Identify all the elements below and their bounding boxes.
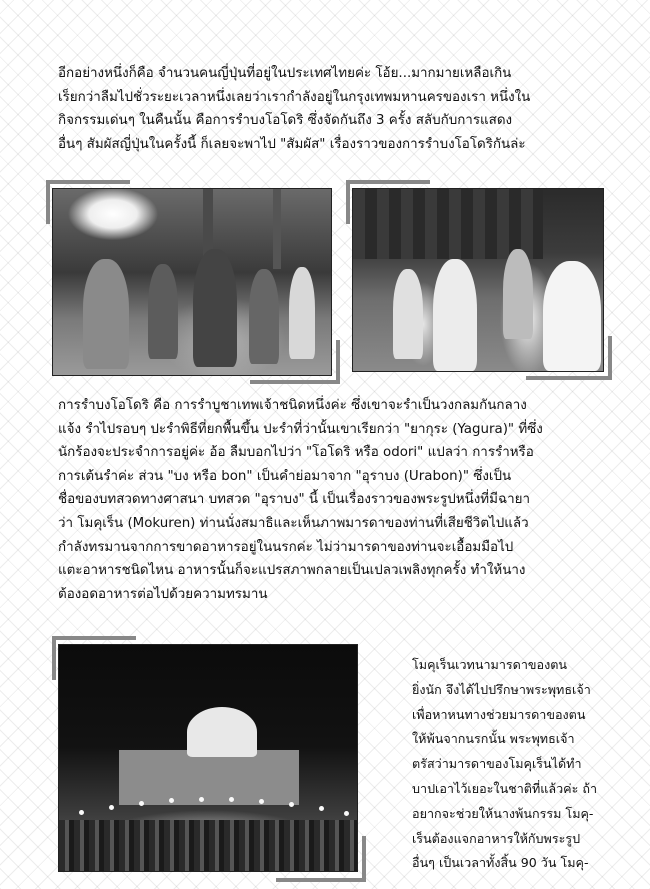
lantern	[199, 797, 204, 802]
temple-dome	[187, 707, 257, 757]
lantern	[344, 811, 349, 816]
dancer-figure	[148, 264, 178, 359]
text-line: บาปเอาไว้เยอะในชาติที่แล้วค่ะ ถ้า	[412, 780, 598, 796]
text-line: เพื่อหาหนทางช่วยมารดาของตน	[412, 706, 586, 722]
mokuren-paragraph	[412, 653, 598, 876]
dancer-figure	[433, 259, 477, 371]
text-line: แจ้ง รำไปรอบๆ ปะรำพิธีที่ยกพื้นขึ้น ปะรำที่ว่านั้นเขาเรียกว่า "ยากุระ (Yagura)" ที่ซึ่ง	[58, 421, 543, 437]
text-line: กิจกรรมเด่นๆ ในคืนนั้น คือการรำบงโอโดริ ซึ่งจัดกันถึง 3 ครั้ง สลับกับการแสดง	[58, 113, 513, 129]
lantern	[109, 805, 114, 810]
text-line: อื่นๆ เป็นเวลาทั้งสิ้น 90 วัน โมคุ-	[412, 855, 589, 871]
intro-paragraph	[58, 62, 598, 156]
text-line: ยิ่งนัก จึงได้ไปปรึกษาพระพุทธเจ้า	[412, 681, 591, 697]
dancer-figure	[83, 259, 129, 369]
text-line: ชื่อของบทสวดทางศาสนา บทสวด "อุราบง" นี้ เป็นเรื่องราวของพระรูปหนึ่งที่มีฉายา	[58, 492, 530, 508]
text-line: นักร้องจะประจำการอยู่ค่ะ อ้อ ลืมบอกไปว่า "โอโดริ หรือ odori" แปลว่า การรำหรือ	[58, 445, 534, 461]
temple-night-lanterns-photo	[58, 644, 358, 872]
kimono-dancers-photo	[352, 188, 604, 372]
text-line: เร็นต้องแจกอาหารให้กับพระรูป	[412, 830, 581, 846]
crowd	[59, 820, 357, 871]
lantern	[259, 799, 264, 804]
dancer-figure	[193, 249, 237, 367]
lantern	[139, 801, 144, 806]
text-line: เร็ยกว่าลืมไปชั่วระยะเวลาหนึ่งเลยว่าเรากำลังอยู่ในกรุงเทพมหานครของเรา หนึ่งใน	[58, 89, 531, 105]
lantern	[229, 797, 234, 802]
lantern	[79, 810, 84, 815]
dancer-figure	[543, 261, 601, 371]
dancer-figure	[393, 269, 423, 359]
text-line: ต้องอดอาหารต่อไปด้วยความทรมาน	[58, 586, 268, 602]
text-line: กำลังทรมานจากการขาดอาหารอยู่ในนรกค่ะ ไม่ว่ามารดาของท่านจะเอื้อมมือไป	[58, 539, 514, 555]
festival-dancers-photo	[52, 188, 332, 376]
lantern	[289, 802, 294, 807]
text-line: แตะอาหารชนิดไหน อาหารนั้นก็จะแปรสภาพกลายเป็นเปลวเพลิงทุกครั้ง ทำให้นาง	[58, 563, 526, 579]
text-line: ตรัสว่ามารดาของโมคุเร็นได้ทำ	[412, 756, 582, 772]
bon-odori-paragraph	[58, 394, 598, 606]
text-line: การเต้นรำค่ะ ส่วน "บง หรือ bon" เป็นคำย่อมาจาก "อุราบง (Urabon)" ซึ่งเป็น	[58, 468, 512, 484]
text-line: ว่า โมคุเร็น (Mokuren) ท่านนั่งสมาธิและเห็นภาพมารดาของท่านที่เสียชีวิตไปแล้ว	[58, 515, 529, 531]
temple-building	[119, 750, 299, 805]
lantern	[319, 806, 324, 811]
text-line: การรำบงโอโดริ คือ การรำบูชาเทพเจ้าชนิดหนึ่งค่ะ ซึ่งเขาจะรำเป็นวงกลมกันกลาง	[58, 398, 527, 413]
text-line: อื่นๆ สัมผัสญี่ปุ่นในครั้งนี้ ก็เลยจะพาไป "สัมผัส" เรื่องราวของการรำบงโอโดริกันล่ะ	[58, 136, 526, 152]
dancer-figure	[503, 249, 533, 339]
text-line: ให้พ้นจากนรกนั้น พระพุทธเจ้า	[412, 731, 575, 747]
dancer-figure	[249, 269, 279, 364]
text-line: อีกอย่างหนึ่งก็คือ จำนวนคนญี่ปุ่นที่อยู่ในประเทศไทยค่ะ โอ้ย...มากมายเหลือเกิน	[58, 66, 512, 81]
lantern	[169, 798, 174, 803]
dancer-figure	[289, 267, 315, 359]
text-line: อยากจะช่วยให้นางพ้นกรรม โมคุ-	[412, 805, 594, 821]
tent-pole	[273, 189, 281, 269]
text-line: โมคุเร็นเวทนามารดาของตน	[412, 657, 568, 672]
